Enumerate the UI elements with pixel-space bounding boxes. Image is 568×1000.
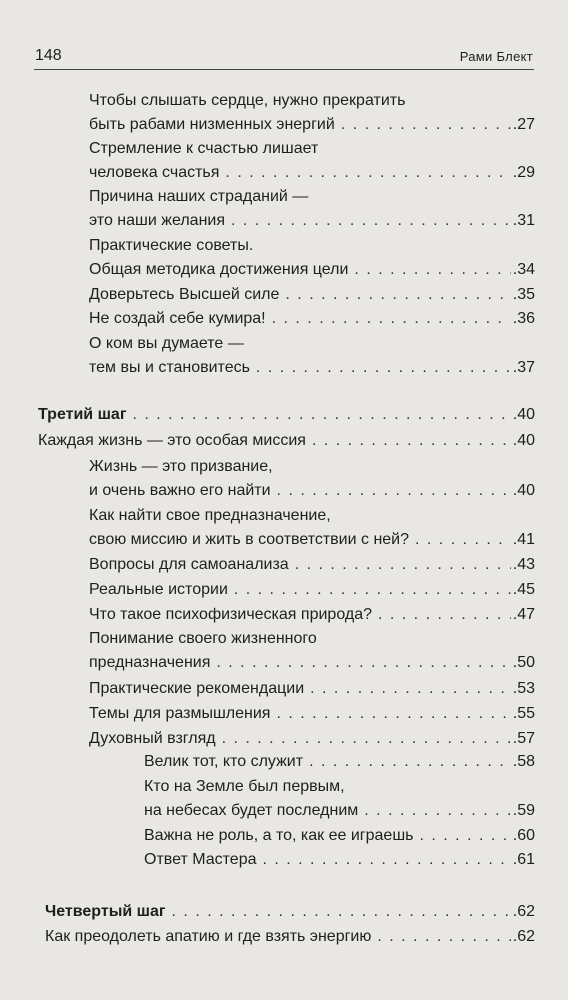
toc-page-number: .37: [512, 359, 535, 376]
toc-entry-line: Доверьтесь Высшей силе: [89, 286, 280, 303]
toc-entry-line: Понимание своего жизненного: [89, 630, 317, 647]
toc-entry-line: Ответ Мастера: [144, 851, 257, 868]
toc-entry-line: Велик тот, кто служит: [144, 753, 304, 770]
toc-page-number: .58: [512, 753, 535, 770]
toc-page-number: .53: [512, 680, 535, 697]
dot-leader: [310, 677, 511, 701]
toc-chapter: [45, 925, 535, 949]
toc-page-number: .40: [512, 482, 535, 499]
toc-page-number: .59: [512, 802, 535, 819]
toc-entry: [89, 89, 535, 137]
dot-leader: [234, 578, 511, 602]
page-number: 148: [35, 47, 62, 64]
toc-page-number: .62: [512, 928, 535, 945]
toc-entry-line: Практические советы.: [89, 237, 254, 254]
toc-chapter: [38, 429, 535, 453]
toc-entry-line: предназначения: [89, 654, 211, 671]
toc-page-number: .41: [512, 531, 535, 548]
header-rule: [34, 69, 534, 70]
toc-page-number: .34: [512, 261, 535, 278]
toc-page-number: .45: [512, 581, 535, 598]
toc-entry-line: Важна не роль, а то, как ее играешь: [144, 827, 414, 844]
toc-entry-line: человека счастья: [89, 164, 220, 181]
dot-leader: [378, 603, 511, 627]
toc-entry: [89, 553, 535, 577]
dot-leader: [277, 479, 511, 503]
dot-leader: [231, 209, 511, 233]
toc-entry: [89, 185, 535, 233]
toc-entry: [89, 727, 535, 751]
dot-leader: [262, 848, 510, 872]
toc-entry: [89, 332, 535, 380]
toc-entry-line: Реальные истории: [89, 581, 228, 598]
toc-entry: [144, 848, 535, 872]
dot-leader: [377, 925, 510, 949]
toc-entry: [89, 504, 535, 552]
toc-page-number: .31: [512, 212, 535, 229]
dot-leader: [256, 356, 511, 380]
toc-page-number: .62: [512, 903, 535, 920]
dot-leader: [172, 900, 511, 924]
toc-entry-line: Как преодолеть апатию и где взять энергию: [45, 928, 372, 945]
toc-entry: [89, 627, 535, 675]
toc-entry-line: и очень важно его найти: [89, 482, 271, 499]
toc-entry: [89, 234, 535, 258]
toc-page-number: .40: [512, 406, 535, 423]
toc-page-number: .60: [512, 827, 535, 844]
toc-entry: [89, 603, 535, 627]
toc-section-heading: [45, 900, 535, 924]
toc-section-heading: [38, 403, 535, 427]
toc-page-number: .61: [512, 851, 535, 868]
toc-page-number: .43: [512, 556, 535, 573]
dot-leader: [216, 651, 510, 675]
toc-entry-line: Не создай себе кумира!: [89, 310, 266, 327]
toc-entry-line: тем вы и становитесь: [89, 359, 250, 376]
toc-page-number: .55: [512, 705, 535, 722]
toc-entry-line: быть рабами низменных энергий: [89, 116, 335, 133]
toc-entry-line: Кто на Земле был первым,: [144, 778, 345, 795]
toc-entry-line: Причина наших страданий —: [89, 188, 309, 205]
toc-entry-line: Стремление к счастью лишает: [89, 140, 319, 157]
toc-entry-line: Жизнь — это призвание,: [89, 458, 273, 475]
running-head: Рами Блект: [459, 49, 533, 64]
toc-entry: [89, 258, 535, 282]
toc-page-number: .29: [512, 164, 535, 181]
toc-entry: [89, 137, 535, 185]
toc-entry-line: на небесах будет последним: [144, 802, 359, 819]
toc-entry-line: Практические рекомендации: [89, 680, 305, 697]
dot-leader: [354, 258, 510, 282]
dot-leader: [272, 307, 511, 331]
toc-entry: [89, 677, 535, 701]
toc-page-number: .40: [512, 432, 535, 449]
toc-entry-line: Духовный взгляд: [89, 730, 216, 747]
dot-leader: [285, 283, 510, 307]
toc-page-number: .50: [512, 654, 535, 671]
toc-entry-line: свою миссию и жить в соответствии с ней?: [89, 531, 410, 548]
dot-leader: [420, 824, 511, 848]
dot-leader: [312, 429, 511, 453]
dot-leader: [132, 403, 510, 427]
dot-leader: [364, 799, 510, 823]
toc-entry-line: О ком вы думаете —: [89, 335, 244, 352]
toc-entry: [89, 307, 535, 331]
dot-leader: [415, 528, 511, 552]
toc-entry-line: Четвертый шаг: [45, 903, 166, 920]
toc-entry-line: Как найти свое предназначение,: [89, 507, 331, 524]
dot-leader: [295, 553, 511, 577]
toc-page-number: .36: [512, 310, 535, 327]
toc-entry: [144, 824, 535, 848]
toc-entry-line: Чтобы слышать сердце, нужно прекратить: [89, 92, 406, 109]
toc-page-number: .27: [512, 116, 535, 133]
toc-entry-line: Вопросы для самоанализа: [89, 556, 289, 573]
toc-entry: [89, 702, 535, 726]
toc-entry: [89, 455, 535, 503]
toc-entry-line: это наши желания: [89, 212, 225, 229]
toc-page-number: .35: [512, 286, 535, 303]
toc-page-number: .57: [512, 730, 535, 747]
toc-entry: [89, 578, 535, 602]
toc-entry: [144, 750, 535, 774]
toc-entry-line: Что такое психофизическая природа?: [89, 606, 372, 623]
dot-leader: [341, 113, 511, 137]
toc-entry-line: Общая методика достижения цели: [89, 261, 349, 278]
dot-leader: [222, 727, 511, 751]
toc-page-number: .47: [512, 606, 535, 623]
toc-entry-line: Каждая жизнь — это особая миссия: [38, 432, 306, 449]
dot-leader: [225, 161, 510, 185]
dot-leader: [276, 702, 510, 726]
toc-entry: [144, 775, 535, 823]
dot-leader: [309, 750, 511, 774]
toc-entry-line: Третий шаг: [38, 406, 127, 423]
toc-entry-line: Темы для размышления: [89, 705, 271, 722]
toc-entry: [89, 283, 535, 307]
